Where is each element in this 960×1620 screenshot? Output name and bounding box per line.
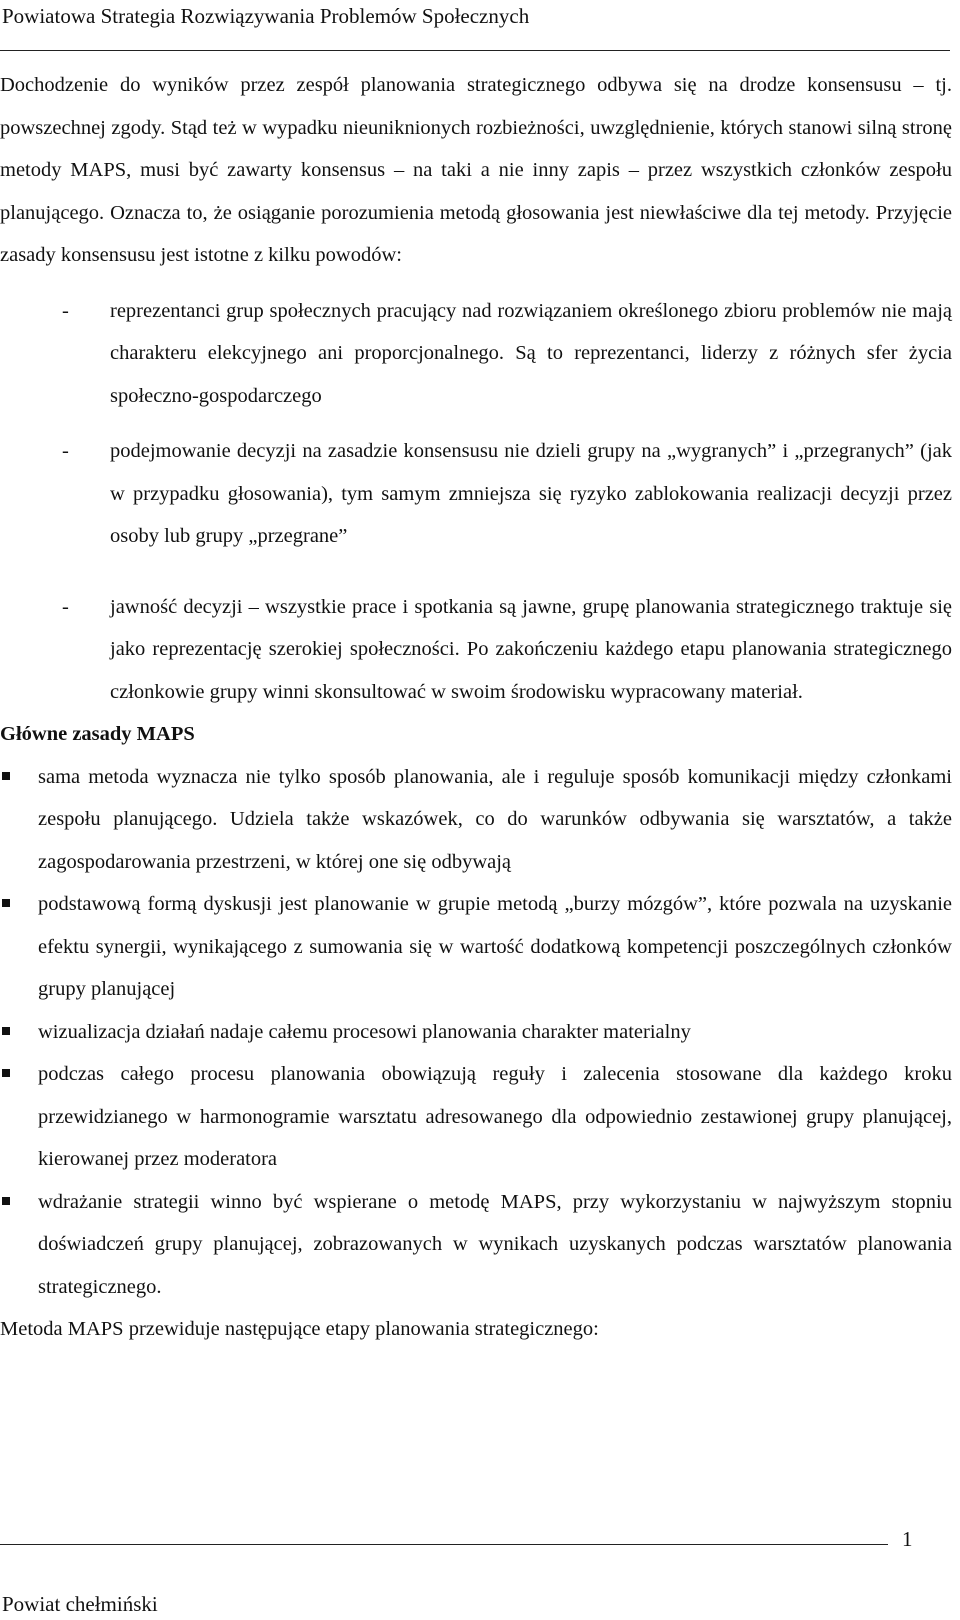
list-item — [0, 883, 952, 1011]
list-item-text: reprezentanci grup społecznych pracujący nad rozwiązaniem określonego zbioru problemów nie mają charakteru elekcyjnego ani proporcjonalnego. Są to reprezentanci, liderzy z różnych sfer życia społeczno-gospodarczego — [110, 299, 952, 407]
square-bullet-icon — [2, 899, 10, 907]
list-item-text: wizualizacja działań nadaje całemu procesowi planowania charakter materialny — [38, 1020, 691, 1043]
list-item-text: sama metoda wyznacza nie tylko sposób planowania, ale i reguluje sposób komunikacji między członkami zespołu planującego. Udziela także wskazówek, co do warunków odbywania się warsztatów, a także zagospodarowania przestrzeni, w której one się odbywają — [38, 765, 952, 873]
list-item — [0, 586, 952, 714]
list-item — [0, 290, 952, 418]
list-item-text: wdrażanie strategii winno być wspierane o metodę MAPS, przy wykorzystaniu w najwyższym stopniu doświadczeń grupy planującej, zobrazowanych w wynikach uzyskanych podczas warsztatów planowania strategicznego. — [38, 1190, 952, 1298]
maps-principles-list — [0, 756, 952, 1309]
dash-bullet: - — [62, 440, 69, 462]
closing-paragraph: Metoda MAPS przewiduje następujące etapy planowania strategicznego: — [0, 1318, 599, 1340]
square-bullet-icon — [2, 1027, 10, 1035]
list-item — [0, 430, 952, 558]
header-divider — [0, 50, 950, 51]
page-footer-county: Powiat chełmiński — [2, 1592, 158, 1616]
list-item — [0, 1053, 952, 1181]
intro-paragraph: Dochodzenie do wyników przez zespół planowania strategicznego odbywa się na drodze konsensusu – tj. powszechnej zgody. Stąd też w wypadku nieuniknionych rozbieżności, uwzględnienie, których stanowi silną stronę metody MAPS, musi być zawarty konsensus – na taki a nie inny zapis – przez wszystkich członków zespołu planującego. Oznacza to, że osiąganie porozumienia metodą głosowania jest niewłaściwe dla tej metody. Przyjęcie zasady konsensusu jest istotne z kilku powodów: — [0, 74, 952, 266]
square-bullet-icon — [2, 1069, 10, 1077]
list-item — [0, 1181, 952, 1309]
footer-divider — [0, 1544, 888, 1545]
page-header-title: Powiatowa Strategia Rozwiązywania Problemów Społecznych — [2, 4, 530, 28]
list-item — [0, 756, 952, 884]
square-bullet-icon — [2, 1197, 10, 1205]
consensus-reasons-list — [0, 290, 952, 714]
dash-bullet: - — [62, 299, 69, 322]
dash-bullet: - — [62, 595, 69, 618]
square-bullet-icon — [2, 772, 10, 780]
list-item-text: podczas całego procesu planowania obowiązują reguły i zalecenia stosowane dla każdego kroku przewidzianego w harmonogramie warsztatu adresowanego dla odpowiednio zestawionej grupy planującej, kierowanej przez moderatora — [38, 1063, 952, 1170]
page-number: 1 — [902, 1527, 913, 1551]
document-body — [0, 64, 952, 1351]
list-item-text: podstawową formą dyskusji jest planowanie w grupie metodą „burzy mózgów”, które pozwala na uzyskanie efektu synergii, wynikającego z sumowania się w wartość dodatkową kompetencji poszczególnych członków grupy planującej — [38, 893, 952, 1000]
section-heading: Główne zasady MAPS — [0, 723, 195, 745]
list-item-text: jawność decyzji – wszystkie prace i spotkania są jawne, grupę planowania strategicznego traktuje się jako reprezentację szerokiej społeczności. Po zakończeniu każdego etapu planowania strategicznego członkowie grupy winni skonsultować w swoim środowisku wypracowany materiał. — [110, 595, 952, 703]
list-item — [0, 1011, 952, 1054]
list-item-text: podejmowanie decyzji na zasadzie konsensusu nie dzieli grupy na „wygranych” i „przegranych” (jak w przypadku głosowania), tym samym zmniejsza się ryzyko zablokowania realizacji decyzji przez osoby lub grupy „przegrane” — [110, 440, 952, 547]
